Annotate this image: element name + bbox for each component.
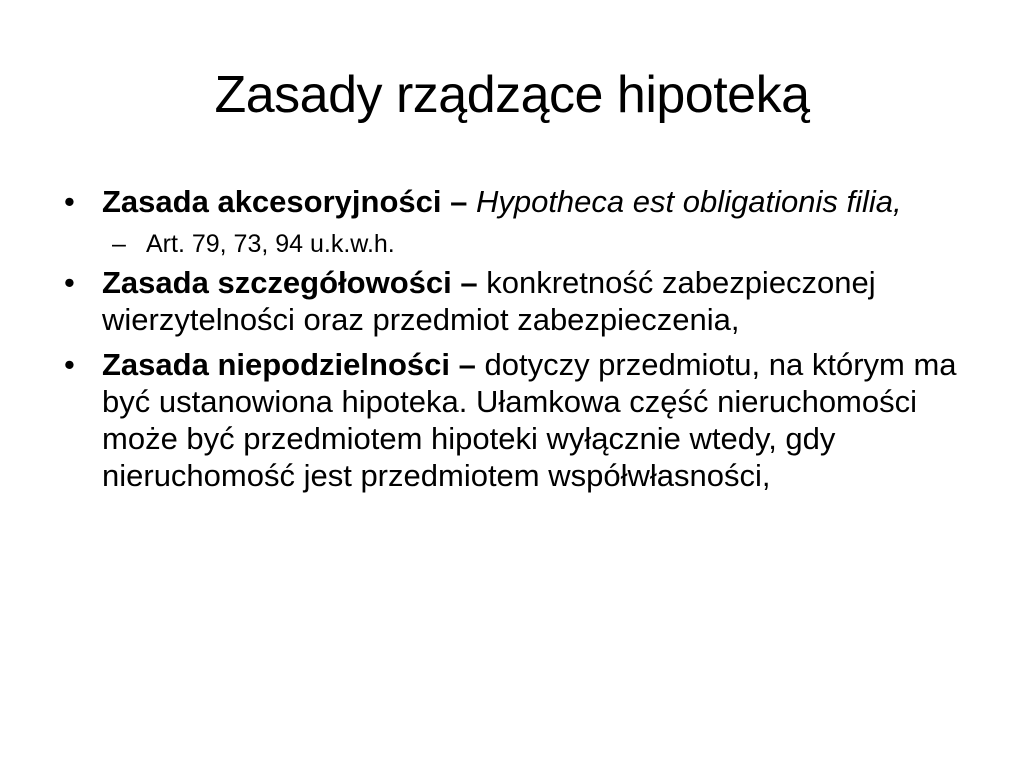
slide-content <box>60 183 960 502</box>
bullet-marker: • <box>64 347 75 382</box>
sub-bullet-text: Art. 79, 73, 94 u.k.w.h. <box>146 230 395 258</box>
sub-bullet-marker: – <box>112 230 126 258</box>
bullet-term: Zasada akcesoryjności – <box>102 184 468 219</box>
bullet-text: Hypotheca est obligationis filia, <box>475 184 902 219</box>
bullet-item-szczegolowosci <box>60 264 960 338</box>
bullet-marker: • <box>64 265 75 300</box>
bullet-text: dotyczy przedmiotu, na którym ma być ustanowiona hipoteka. Ułamkowa część nieruchomości może być przedmiotem hipoteki wyłącznie wtedy, gdy nieruchomość jest przedmiotem współwłasności, <box>102 347 957 493</box>
bullet-item-akcesoryjnosci <box>60 183 960 220</box>
bullet-text: konkretność zabezpieczonej wierzytelności oraz przedmiot zabezpieczenia, <box>102 265 876 337</box>
bullet-marker: • <box>64 184 75 219</box>
bullet-term: Zasada niepodzielności – <box>102 347 476 382</box>
sub-bullet-item-articles <box>60 228 960 260</box>
bullet-term: Zasada szczegółowości – <box>102 265 478 300</box>
bullet-item-niepodzielnosci <box>60 346 960 494</box>
bullet-list <box>60 183 960 494</box>
slide-title: Zasady rządzące hipoteką <box>214 66 810 124</box>
